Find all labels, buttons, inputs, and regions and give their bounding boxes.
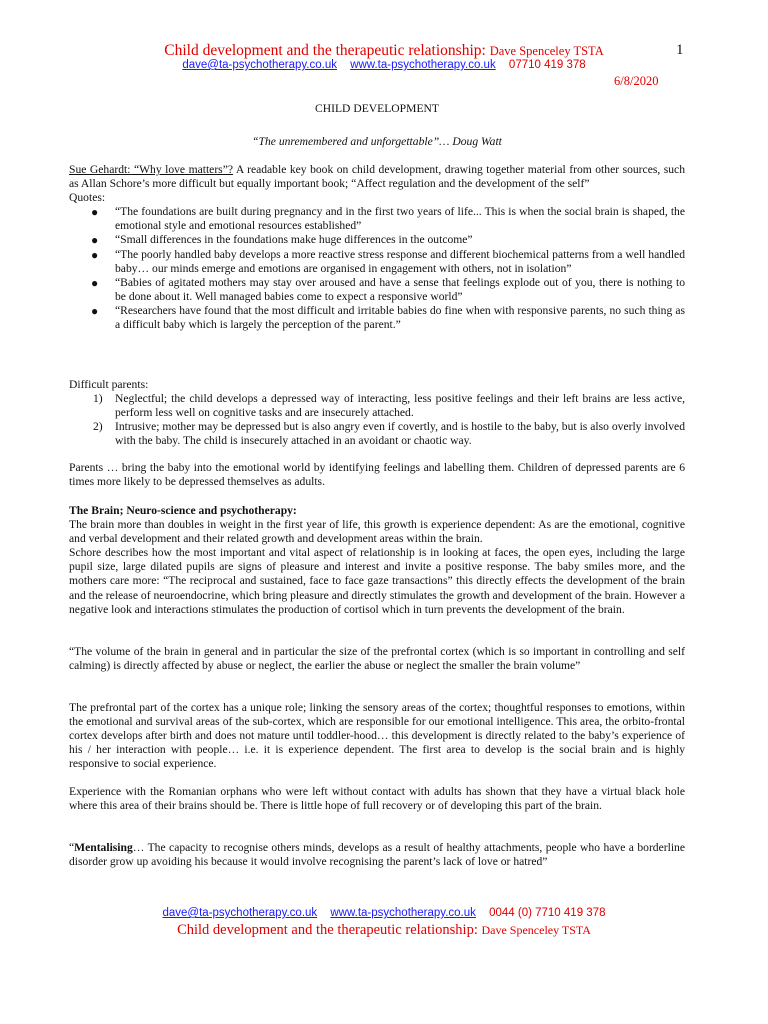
- brain-section: [69, 504, 685, 617]
- item-number: 1): [93, 392, 103, 406]
- header-title: [0, 42, 768, 60]
- footer-website-link[interactable]: www.ta-psychotherapy.co.uk: [330, 907, 476, 919]
- item-text: Neglectful; the child develops a depressed way of interacting, less positive feelings and their left brains are less active, perform less well on cognitive tasks and are insecurely attached.: [115, 392, 685, 420]
- bullet-icon: ●: [91, 233, 99, 248]
- quote-text: “Babies of agitated mothers may stay over aroused and have a sense that feelings explode out of you, there is nothing to be done about it. Well managed babies come to expect a responsive world”: [115, 275, 685, 303]
- page-number: 1: [676, 42, 684, 58]
- bullet-icon: ●: [91, 275, 99, 290]
- parents-paragraph: Parents … bring the baby into the emotional world by identifying feelings and labelling them. Children of depressed parents are 6 times more likely to be depressed themselves as adults.: [69, 461, 685, 489]
- item-number: 2): [93, 420, 103, 434]
- list-item: [69, 205, 685, 233]
- quotes-list: [69, 205, 685, 332]
- header-title-author: Dave Spenceley TSTA: [489, 44, 604, 58]
- bullet-icon: ●: [91, 247, 99, 262]
- mentalising-paragraph: [69, 841, 685, 869]
- orphans-paragraph: Experience with the Romanian orphans who were left without contact with adults has shown that they have a virtual black hole where this area of their brains should be. There is little hope of full recovery or of developing this part of the brain.: [69, 785, 685, 813]
- footer-title-main: Child development and the therapeutic relationship:: [177, 922, 478, 938]
- volume-quote: “The volume of the brain in general and in particular the size of the prefrontal cortex (which is so important in controlling and self calming) is directly affected by abuse or neglect, the earlier the abuse or neglect the smaller the brain volume”: [69, 645, 685, 673]
- epigraph: “The unremembered and unforgettable”… Doug Watt: [252, 135, 502, 148]
- intro-section: [69, 163, 685, 332]
- header-email-link[interactable]: dave@ta-psychotherapy.co.uk: [182, 59, 337, 71]
- brain-heading: The Brain; Neuro-science and psychotherapy:: [69, 504, 297, 517]
- footer-title-author: Dave Spenceley TSTA: [481, 923, 591, 937]
- quote-text: “Researchers have found that the most difficult and irritable babies do fine when with responsive parents, no such thing as a difficult baby which is largely the perception of the parent.”: [115, 303, 685, 332]
- difficult-parents-list: [69, 392, 685, 448]
- footer-email-link[interactable]: dave@ta-psychotherapy.co.uk: [162, 907, 318, 919]
- list-item: [69, 233, 685, 247]
- mentalising-term: Mentalising: [74, 841, 133, 854]
- list-item: [69, 248, 685, 276]
- quote-text: “The foundations are built during pregnancy and in the first two years of life... This is when the social brain is shaped, the emotional style and emotional resources established”: [115, 205, 685, 233]
- intro-paragraph: [69, 163, 685, 191]
- footer-contact: [0, 907, 768, 919]
- quote-text: “The poorly handled baby develops a more reactive stress response and different biochemical patterns from a well handled baby… our minds emerge and emotions are organised in engagement with others, not in isolation”: [115, 247, 685, 275]
- difficult-parents-section: [69, 378, 685, 448]
- quotes-label: Quotes:: [69, 191, 106, 205]
- list-item: [69, 304, 685, 332]
- header-phone: 07710 419 378: [508, 59, 586, 71]
- footer-title: [0, 922, 768, 939]
- bullet-icon: ●: [91, 303, 99, 318]
- bullet-icon: ●: [91, 205, 99, 220]
- intro-text: A readable key book on child development, drawing together material from other sources, such as Allan Schore’s more difficult but equally important book; “Affect regulation and the development of the self”: [69, 163, 685, 191]
- intro-book-ref: Sue Gehardt: “Why love matters”?: [69, 163, 233, 176]
- mentalising-text: … The capacity to recognise others minds, develops as a result of healthy attachments, people who have a borderline disorder grow up avoiding his because it would involve recognising the parent’s lack of love or hatred”: [69, 841, 685, 869]
- mentalising-open-quote: “: [69, 841, 75, 854]
- brain-paragraph-2: Schore describes how the most important and vital aspect of relationship is in looking at faces, the open eyes, including the large pupil size, large dilated pupils are signs of pleasure and interest and invite a positive response. The baby smiles more, and the mothers care more: “The reciprocal and sustained, face to face gaze transactions” this directly effects the development of the brain and the release of neuroendocrine, which bring pleasure and directly stimulates the growth and development of the brain. However a negative look and interactions stimulates the production of cortisol which in turn prevents the development of the brain.: [69, 546, 685, 616]
- page-title: CHILD DEVELOPMENT: [315, 102, 439, 115]
- header-title-main: Child development and the therapeutic relationship:: [164, 42, 486, 59]
- list-item: [69, 392, 685, 420]
- header-contact: [0, 59, 768, 71]
- list-item: [69, 276, 685, 304]
- item-text: Intrusive; mother may be depressed but is also angry even if covertly, and is hostile to the baby, but is also overly involved with the baby. The child is insecurely attached in an avoidant or chaotic way.: [115, 420, 685, 448]
- list-item: [69, 420, 685, 448]
- header-website-link[interactable]: www.ta-psychotherapy.co.uk: [350, 59, 496, 71]
- prefrontal-paragraph: The prefrontal part of the cortex has a unique role; linking the sensory areas of the cortex; thoughtful responses to emotions, within the emotional and survival areas of the sub-cortex, which are responsible for our emotional intelligence. This area, the orbito-frontal cortex develops after birth and does not mature until toddler-hood… this development is directly related to the baby’s experience of his / her interaction with people… i.e. it is experience dependent. The first area to develop is the social brain and is highly responsive to social experience.: [69, 701, 685, 771]
- document-date: 6/8/2020: [614, 74, 659, 88]
- difficult-parents-label: Difficult parents:: [69, 378, 149, 391]
- brain-paragraph-1: The brain more than doubles in weight in the first year of life, this growth is experience dependent: As are the emotional, cognitive and verbal development and their related growth and development areas within the brain.: [69, 518, 685, 546]
- quote-text: “Small differences in the foundations make huge differences in the outcome”: [115, 233, 473, 247]
- footer-phone: 0044 (0) 7710 419 378: [489, 907, 606, 919]
